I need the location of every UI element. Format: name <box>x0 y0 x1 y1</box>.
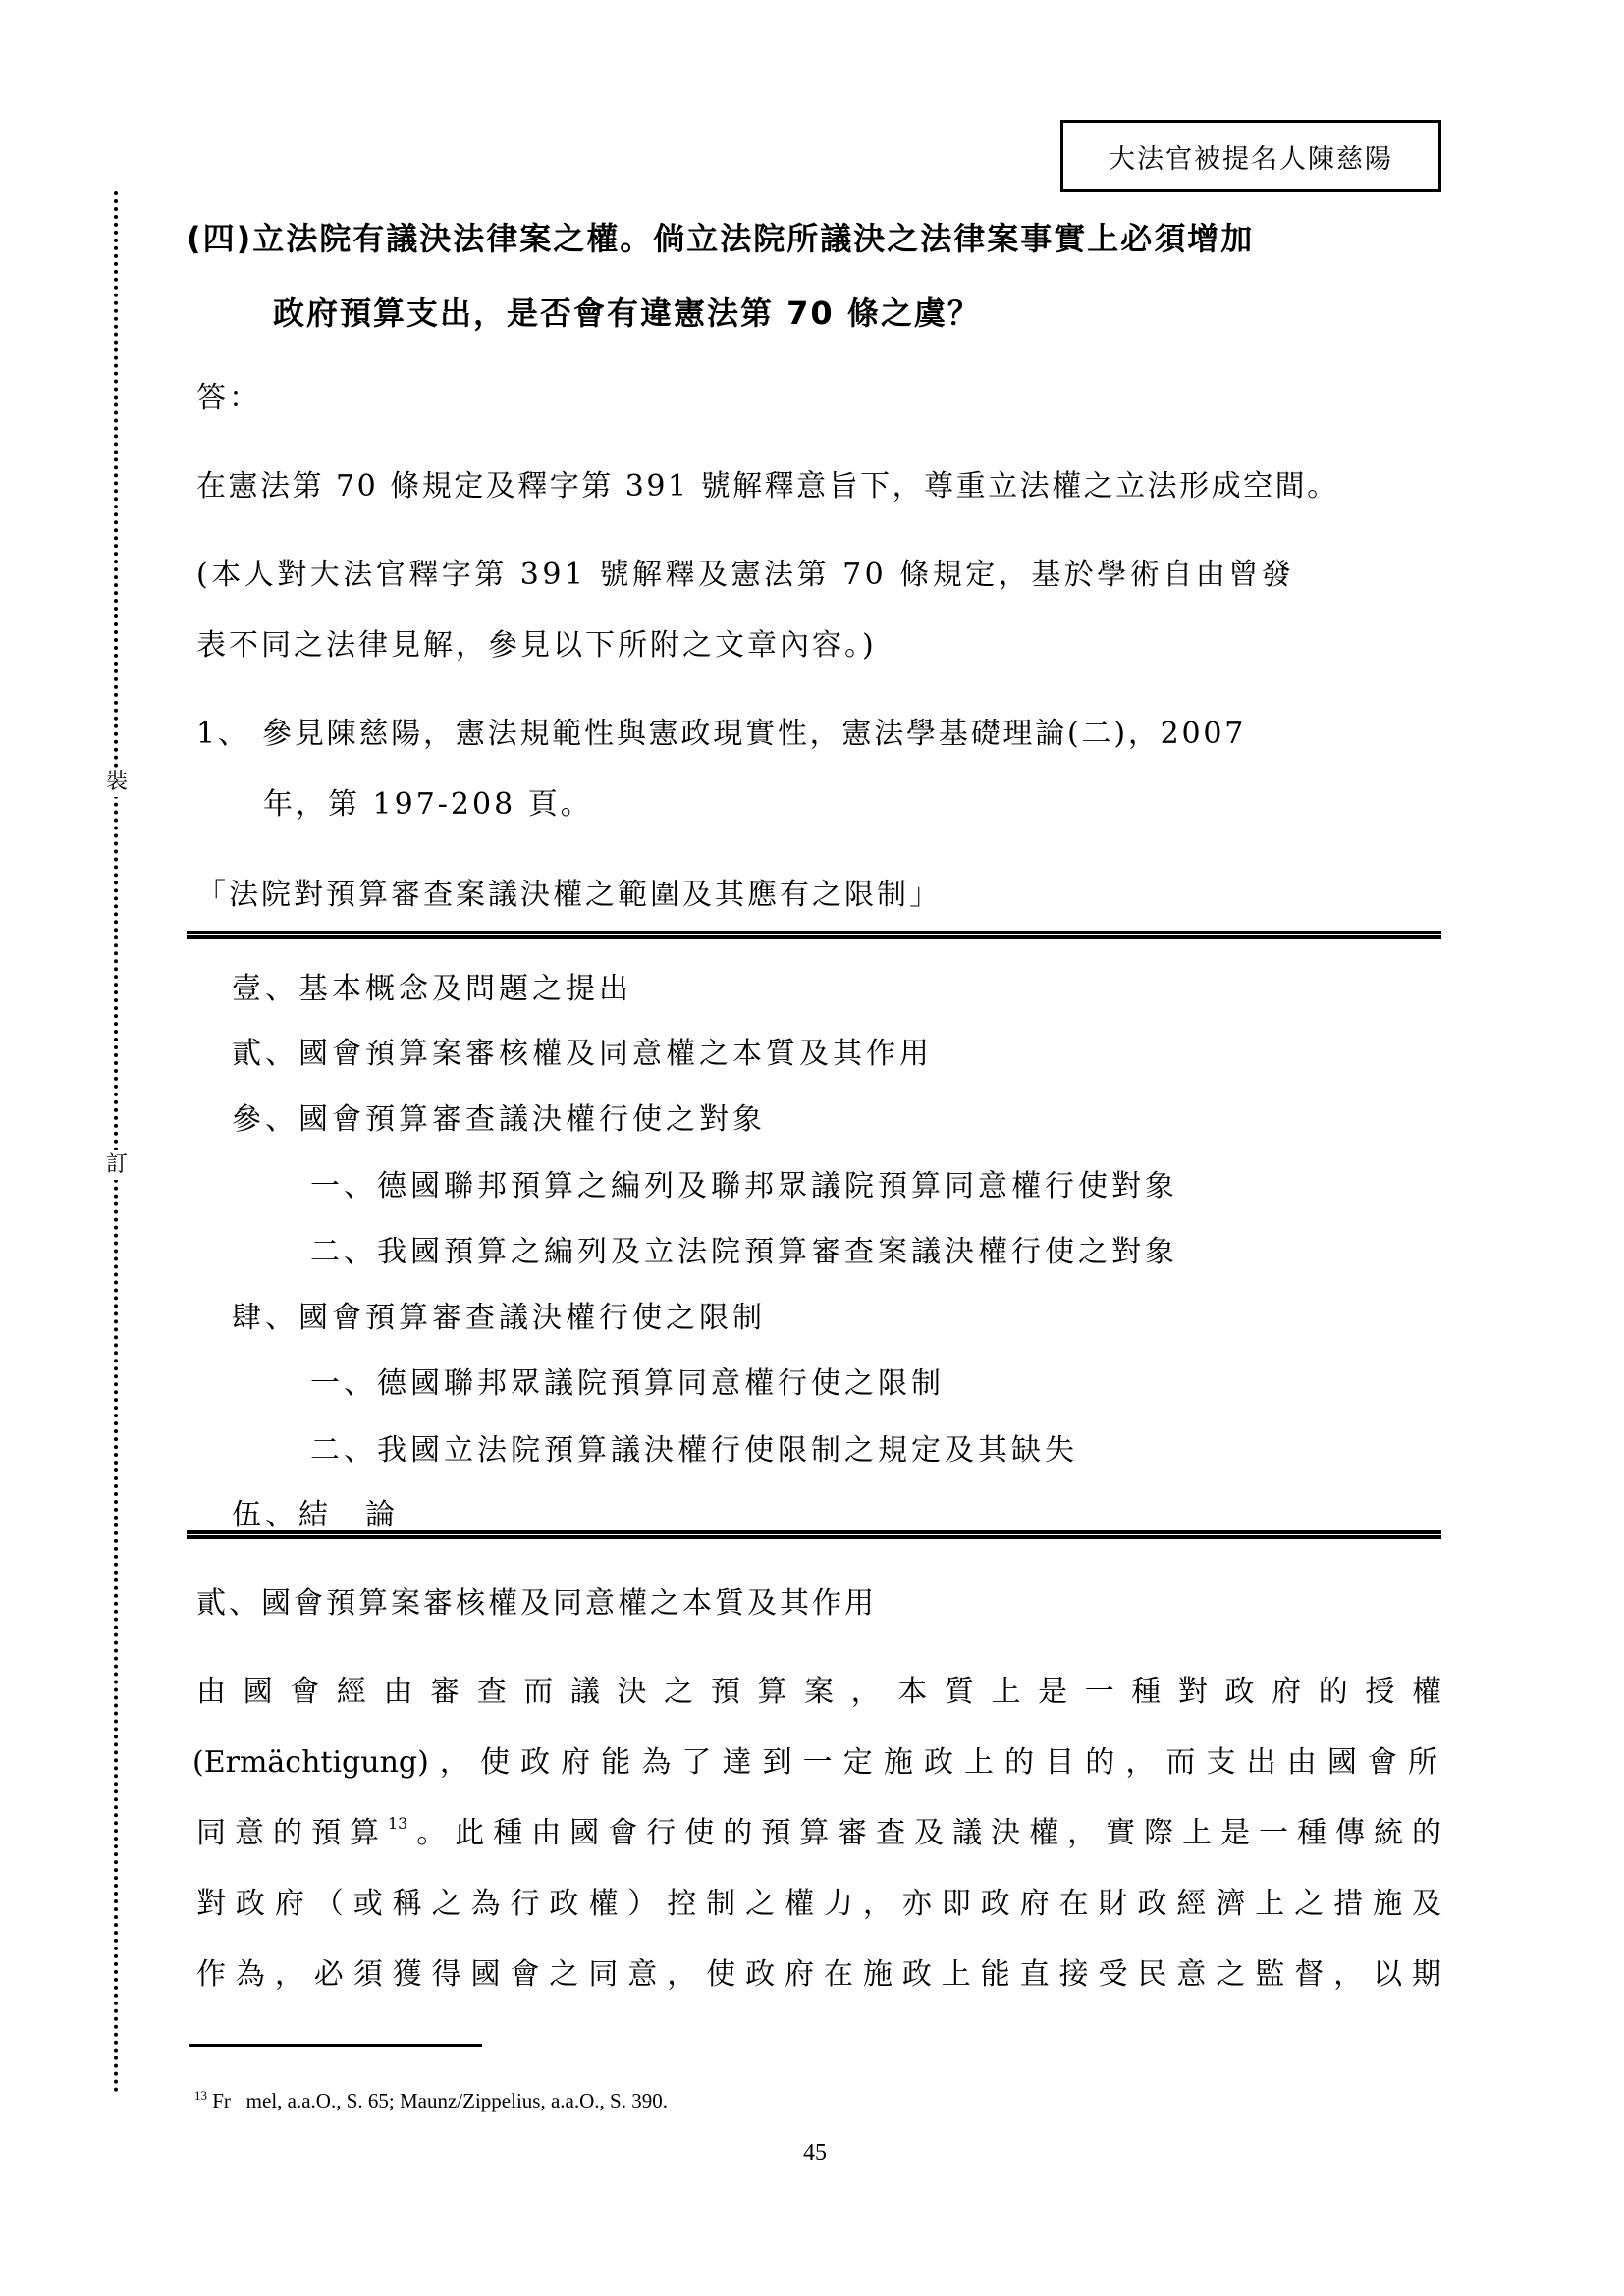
toc-item: 貳、國會預算案審核權及同意權之本質及其作用 <box>232 1037 933 1071</box>
section-body-text: 。此種由國會行使的預算審查及議決權，實際上是一種傳統的 <box>407 1816 1442 1850</box>
nominee-header-box <box>1060 120 1441 192</box>
toc-item: 壹、基本概念及問題之提出 <box>232 972 632 1006</box>
answer-paragraph: 在憲法第 70 條規定及釋字第 391 號解釋意旨下，尊重立法權之立法形成空間。 <box>196 469 1339 504</box>
binding-dotted-line <box>114 191 118 2094</box>
footnote-text: Fr mel, a.a.O., S. 65; Maunz/Zippelius, a.a.O., S. 390. <box>212 2089 668 2112</box>
question-heading-line2: 政府預算支出，是否會有違憲法第 70 條之虞？ <box>273 294 981 332</box>
section-heading: 貳、國會預算案審核權及同意權之本質及其作用 <box>196 1586 877 1621</box>
toc-item: 二、我國立法院預算議決權行使限制之規定及其缺失 <box>310 1433 1078 1468</box>
page-number: 45 <box>803 2140 827 2165</box>
section-body-line: 作為，必須獲得國會之同意，使政府在施政上能直接受民意之監督，以期 <box>196 1957 1441 1992</box>
section-body-text: 同意的預算 <box>196 1816 388 1850</box>
binding-mark-zhuang: 裝 <box>102 768 132 797</box>
toc-item: 一、德國聯邦預算之編列及聯邦眾議院預算同意權行使對象 <box>310 1169 1178 1203</box>
reference-line2: 年，第 197-208 頁。 <box>263 787 593 822</box>
section-body-line: 由國會經由審查而議決之預算案，本質上是一種對政府的授權 <box>196 1675 1441 1709</box>
toc-item: 伍、結 論 <box>232 1498 399 1532</box>
footnote-separator <box>189 2044 482 2047</box>
footnote-number: 13 <box>194 2088 207 2103</box>
toc-item: 二、我國預算之編列及立法院預算審查案議決權行使之對象 <box>310 1235 1178 1269</box>
section-body-line: 對政府（或稱之為行政權）控制之權力，亦即政府在財政經濟上之措施及 <box>196 1887 1441 1921</box>
binding-mark-ding: 訂 <box>102 1150 132 1180</box>
article-title: 「法院對預算審查案議決權之範圍及其應有之限制」 <box>196 878 942 912</box>
answer-label: 答： <box>196 381 261 415</box>
footnote <box>194 2088 668 2113</box>
personal-note-line2: 表不同之法律見解，參見以下所附之文章內容。) <box>196 628 877 663</box>
reference-line1: 1、 參見陳慈陽，憲法規範性與憲政現實性，憲法學基礎理論(二)，2007 <box>196 717 1247 751</box>
toc-item: 肆、國會預算審查議決權行使之限制 <box>232 1301 766 1335</box>
toc-item: 一、德國聯邦眾議院預算同意權行使之限制 <box>310 1366 945 1401</box>
question-heading-line1: (四)立法院有議決法律案之權。倘立法院所議決之法律案事實上必須增加 <box>187 220 1255 257</box>
toc-bottom-double-rule <box>187 1530 1441 1539</box>
personal-note-line1: (本人對大法官釋字第 391 號解釋及憲法第 70 條規定，基於學術自由曾發 <box>196 558 1295 592</box>
footnote-reference[interactable]: 13 <box>387 1814 408 1833</box>
section-body-line: (Ermächtigung)，使政府能為了達到一定施政上的目的，而支出由國會所 <box>192 1745 1437 1780</box>
section-body-line <box>196 1808 1441 1851</box>
toc-item: 參、國會預算審查議決權行使之對象 <box>232 1102 766 1137</box>
nominee-label: 大法官被提名人陳慈陽 <box>1109 143 1393 175</box>
toc-top-double-rule <box>187 931 1441 939</box>
